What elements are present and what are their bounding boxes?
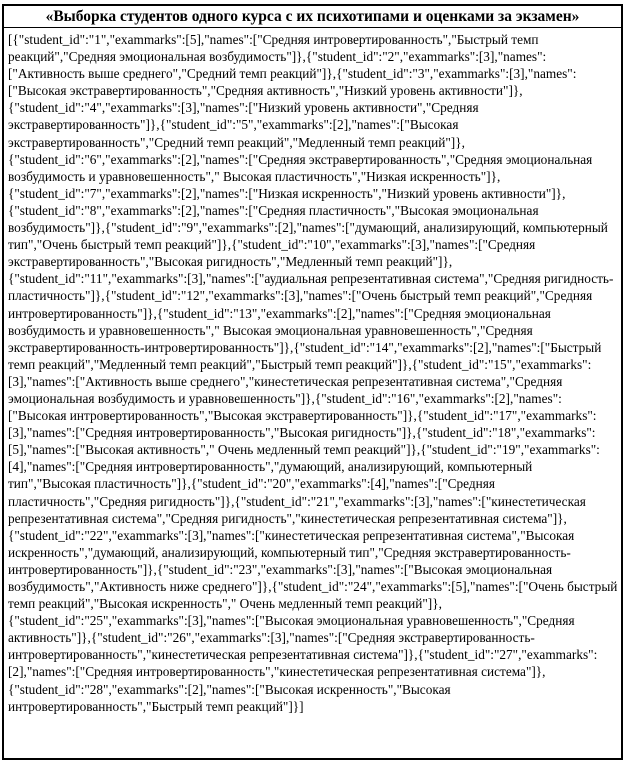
document-title: «Выборка студентов одного курса с их психотипами и оценками за экзамен» [4,6,621,28]
json-content: [{"student_id":"1","exammarks":[5],"names":["Средняя интровертированность","Быстрый темп реакций","Средняя эмоциональная возбудимость"]},{"student_id":"2","exammarks":[3],"names":["Активность выше среднего","Средний темп реакций"]},{"student_id":"3","exammarks":[3],"names":["Высокая экстравертированность","Средняя активность","Низкий уровень активности"]},{"student_id":"4","exammarks":[3],"names":["Низкий уровень активности","Средняя экстравертированность"]},{"student_id":"5","exammarks":[2],"names":["Высокая экстравертированность","Средний темп реакций","Медленный темп реакций"]},{"student_id":"6","exammarks":[2],"names":["Средняя экстравертированность","Средняя эмоциональная возбудимость и уравновешенность"," Высокая пластичность","Низкая искренность"]},{"student_id":"7","exammarks":[2],"names":["Низкая искренность","Низкий уровень активности"]},{"student_id":"8","exammarks":[2],"names":["Средняя пластичность","Высокая эмоциональная возбудимость"]},{"student_id":"9","exammarks":[2],"names":["думающий, анализирующий, компьютерный тип","Очень быстрый темп реакций"]},{"student_id":"10","exammarks":[3],"names":["Средняя экстравертированность","Высокая ригидность","Медленный темп реакций"]},{"student_id":"11","exammarks":[3],"names":["аудиальная репрезентативная система","Средняя ригидность-пластичность"]},{"student_id":"12","exammarks":[3],"names":["Очень быстрый темп реакций","Средняя интровертированность"]},{"student_id":"13","exammarks":[2],"names":["Средняя эмоциональная возбудимость и уравновешенность"," Высокая эмоциональная уравновешенность","Средняя экстравертированность-интровертированность"]},{"student_id":"14","exammarks":[2],"names":["Быстрый темп реакций","Медленный темп реакций","Быстрый темп реакций"]},{"student_id":"15","exammarks":[3],"names":["Активность выше среднего","кинестетическая репрезентативная система","Средняя эмоциональная возбудимость и уравновешенность"]},{"student_id":"16","exammarks":[2],"names":["Высокая интровертированность","Высокая экстравертированность"]},{"student_id":"17","exammarks":[3],"names":["Средняя интровертированность","Высокая ригидность"]},{"student_id":"18","exammarks":[5],"names":["Высокая активность"," Очень медленный темп реакций"]},{"student_id":"19","exammarks":[4],"names":["Средняя интровертированность","думающий, анализирующий, компьютерный тип","Высокая пластичность"]},{"student_id":"20","exammarks":[4],"names":["Средняя пластичность","Средняя ригидность"]},{"student_id":"21","exammarks":[3],"names":["кинестетическая репрезентативная система","Средняя ригидность","кинестетическая репрезентативная система"]},{"student_id":"22","exammarks":[3],"names":["кинестетическая репрезентативная система","Высокая искренность","думающий, анализирующий, компьютерный тип","Средняя экстравертированность-интровертированность"]},{"student_id":"23","exammarks":[3],"names":["Высокая эмоциональная возбудимость","Активность ниже среднего"]},{"student_id":"24","exammarks":[5],"names":["Очень быстрый темп реакций","Высокая искренность"," Очень медленный темп реакций"]},{"student_id":"25","exammarks":[3],"names":["Высокая эмоциональная уравновешенность","Средняя активность"]},{"student_id":"26","exammarks":[3],"names":["Средняя экстравертированность-интровертированность","кинестетическая репрезентативная система"]},{"student_id":"27","exammarks":[2],"names":["Средняя интровертированность","кинестетическая репрезентативная система"]},{"student_id":"28","exammarks":[2],"names":["Высокая искренность","Высокая интровертированность","Быстрый темп реакций"]}] [8,32,618,714]
document-frame [2,4,623,760]
